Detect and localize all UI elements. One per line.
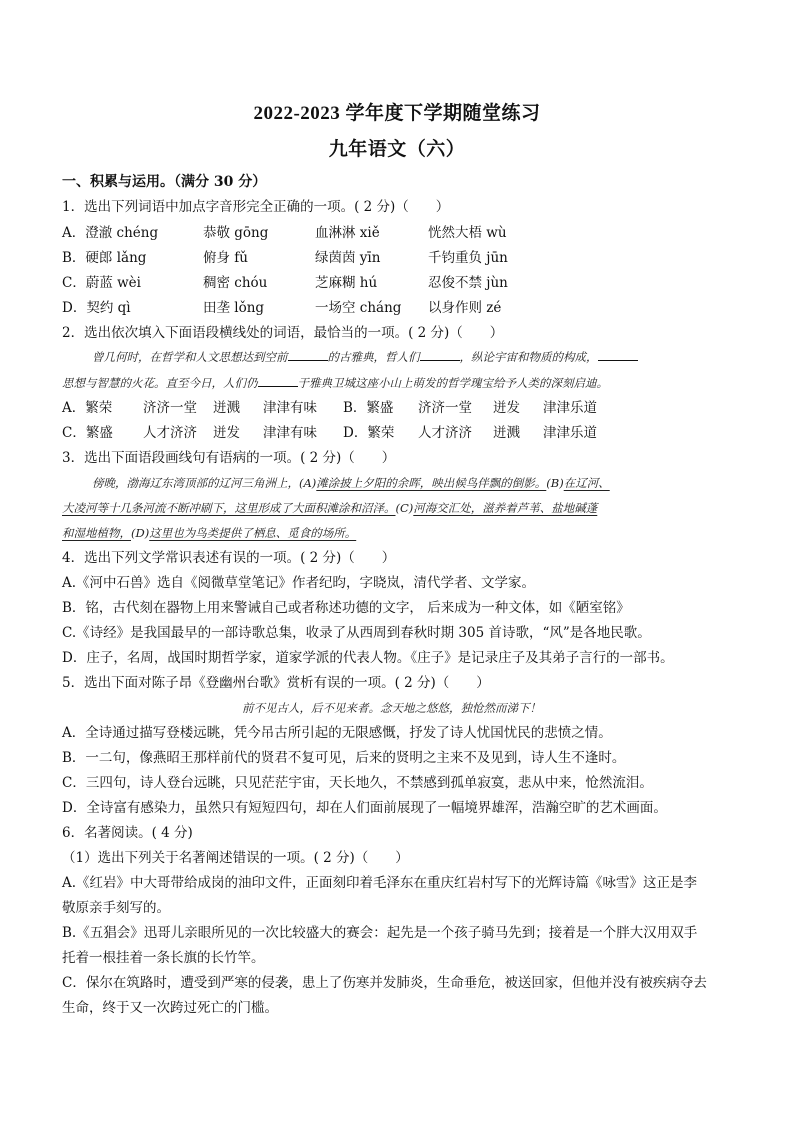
q6-option-c-line-2: 生命，终于又一次跨过死亡的门槛。 [62, 1000, 278, 1016]
q1-option-c-1: C．蔚蓝 wèi [62, 275, 141, 291]
q2-passage-text: 曾几何时，在哲学和人文思想达到空前 [92, 350, 288, 364]
fill-blank [288, 348, 328, 361]
q4-option-d: D．庄子，名周，战国时期哲学家，道家学派的代表人物。《庄子》是记录庄子及其弟子言行的一部书。 [62, 650, 674, 666]
q1-option-d-1: D．契约 qì [62, 300, 131, 316]
question-4-stem: 4．选出下列文学常识表述有误的一项。( 2 分)（ ） [62, 550, 396, 566]
q2-option-a-2: 济济一堂 [143, 400, 197, 416]
fill-blank [420, 348, 460, 361]
q2-option-d: D．繁荣 [343, 425, 395, 441]
q6-option-a-line-2: 敬原亲手刻写的。 [62, 900, 170, 916]
q3-passage-text: 傍晚，渤海辽东湾顶部的辽河三角洲上，(A) [92, 476, 317, 490]
q2-option-b: B．繁盛 [343, 400, 394, 416]
q3-underlined-sentence-c: 河海交汇处，滋养着芦苇、盐地碱蓬 [413, 501, 598, 515]
q1-option-d-3: 一场空 cháng [315, 300, 402, 316]
q3-marker-c: (C) [395, 501, 414, 515]
q3-passage-line-1 [92, 474, 610, 492]
q2-option-c-4: 津津有味 [263, 425, 317, 441]
q2-passage-line-1 [92, 348, 638, 366]
q2-option-d-3: 迸溅 [493, 425, 520, 441]
q5-option-c: C．三四句，诗人登台远眺，只见茫茫宇宙，天长地久，不禁感到孤单寂寞，悲从中来，怆然流泪。 [62, 775, 653, 791]
q2-option-d-4: 津津乐道 [543, 425, 597, 441]
q1-option-b-1: B．硬郎 lǎng [62, 250, 147, 266]
q2-passage-text: 思想与智慧的火花。直至今日，人们仍 [62, 376, 258, 390]
q1-option-b-4: 千钧重负 jūn [428, 250, 508, 266]
q3-passage-line-2 [62, 499, 597, 517]
q2-option-c: C．繁盛 [62, 425, 113, 441]
fill-blank [598, 348, 638, 361]
q2-passage-line-2 [62, 374, 608, 392]
q1-option-c-4: 忍俊不禁 jùn [428, 275, 508, 291]
q5-option-b: B．一二句，像燕昭王那样前代的贤君不复可见，后来的贤明之主来不及见到，诗人生不逢时。 [62, 750, 626, 766]
q2-option-a-4: 津津有味 [263, 400, 317, 416]
q2-option-c-3: 迸发 [213, 425, 240, 441]
q3-marker-b: (B) [546, 476, 564, 490]
q1-option-b-2: 俯身 fǔ [203, 250, 248, 266]
q3-underlined-sentence-d: 这里也为鸟类提供了栖息、觅食的场所。 [149, 526, 357, 540]
section-heading: 一、积累与运用。（满分 30 分） [62, 174, 267, 190]
q1-option-a-3: 血淋淋 xiě [315, 225, 380, 241]
q2-option-a-3: 迸溅 [213, 400, 240, 416]
q2-option-b-3: 迸发 [493, 400, 520, 416]
q1-option-a-2: 恭敬 gōng [203, 225, 269, 241]
q6-option-b-line-1: B.《五猖会》迅哥儿亲眼所见的一次比较盛大的赛会：起先是一个孩子骑马先到；接着是一个胖大汉用双手 [62, 925, 698, 941]
q6-option-c-line-1: C．保尔在筑路时，遭受到严寒的侵袭，患上了伤寒并发肺炎，生命垂危，被送回家，但他并没有被疾病夺去 [62, 975, 707, 991]
q5-option-d: D．全诗富有感染力，虽然只有短短四句，却在人们面前展现了一幅境界雄浑，浩瀚空旷的艺术画面。 [62, 800, 667, 816]
page-title: 2022-2023 学年度下学期随堂练习 [253, 103, 541, 124]
q4-option-a: A.《河中石兽》选自《阅微草堂笔记》作者纪昀，字晓岚，清代学者、文学家。 [62, 575, 536, 591]
q3-underlined-sentence-b-cont: 大凌河等十几条河流不断冲刷下，这里形成了大面积滩涂和沼泽。 [62, 501, 396, 515]
q2-option-a: A．繁荣 [62, 400, 113, 416]
q3-underlined-sentence-c-cont: 和湿地植物， [62, 526, 131, 540]
q1-option-c-2: 稠密 chóu [203, 275, 268, 291]
q1-option-c-3: 芝麻糊 hú [315, 275, 378, 291]
q5-poem: 前不见古人，后不见来者。念天地之悠悠，独怆然而涕下！ [242, 701, 541, 715]
q2-option-b-2: 济济一堂 [418, 400, 472, 416]
question-1-stem: 1．选出下列词语中加点字音形完全正确的一项。( 2 分)（ ） [62, 199, 450, 215]
q1-option-d-4: 以身作则 zé [428, 300, 502, 316]
question-5-stem: 5．选出下面对陈子昂《登幽州台歌》赏析有误的一项。( 2 分)（ ） [62, 675, 490, 691]
page-subtitle: 九年语文（六） [328, 139, 466, 160]
fill-blank [258, 374, 298, 387]
q2-passage-text: 的古雅典，哲人们 [327, 350, 420, 364]
q6-option-b-line-2: 托着一根挂着一条长旗的长竹竿。 [62, 950, 265, 966]
q1-option-a-4: 恍然大梧 wù [428, 225, 507, 241]
question-6-stem: 6．名著阅读。( 4 分) [62, 825, 193, 841]
q6-option-a-line-1: A.《红岩》中大哥带给成岗的油印文件，正面刻印着毛泽东在重庆红岩村写下的光辉诗篇《咏雪》这正是李 [62, 875, 698, 891]
question-2-stem: 2．选出依次填入下面语段横线处的词语，最恰当的一项。( 2 分)（ ） [62, 325, 504, 341]
q3-underlined-sentence-a: 滩涂披上夕阳的余晖，映出候鸟伴飘的倒影。 [316, 476, 547, 490]
q2-option-b-4: 津津乐道 [543, 400, 597, 416]
q5-option-a: A．全诗通过描写登楼远眺，凭今吊古所引起的无限感慨，抒发了诗人忧国忧民的悲愤之情。 [62, 725, 612, 741]
q2-option-c-2: 人才济济 [143, 425, 197, 441]
q1-option-b-3: 绿茵茵 yīn [315, 250, 381, 266]
q3-underlined-sentence-b: 在辽河、 [563, 476, 610, 490]
q4-option-c: C.《诗经》是我国最早的一部诗歌总集，收录了从西周到春秋时期 305 首诗歌，“风”是各地民歌。 [62, 625, 651, 641]
q1-option-a-1: A．澄澈 chéng [62, 225, 159, 241]
q4-option-b: B．铭，古代刻在器物上用来警诫自己或者称述功德的文字， 后来成为一种文体，如《陋室铭》 [62, 600, 630, 616]
q2-option-d-2: 人才济济 [418, 425, 472, 441]
q3-marker-d: (D) [131, 526, 150, 540]
q1-option-d-2: 田垄 lǒng [203, 300, 265, 316]
q2-passage-text: 于雅典卫城这座小山上萌发的哲学瑰宝给予人类的深刻启迪。 [297, 376, 608, 390]
question-3-stem: 3．选出下面语段画线句有语病的一项。( 2 分)（ ） [62, 450, 396, 466]
q2-passage-text: ，纵论宇宙和物质的构成， [459, 350, 598, 364]
q6-sub-question-1: （1）选出下列关于名著阐述错误的一项。( 2 分)（ ） [62, 850, 409, 866]
q3-passage-line-3 [62, 524, 356, 542]
